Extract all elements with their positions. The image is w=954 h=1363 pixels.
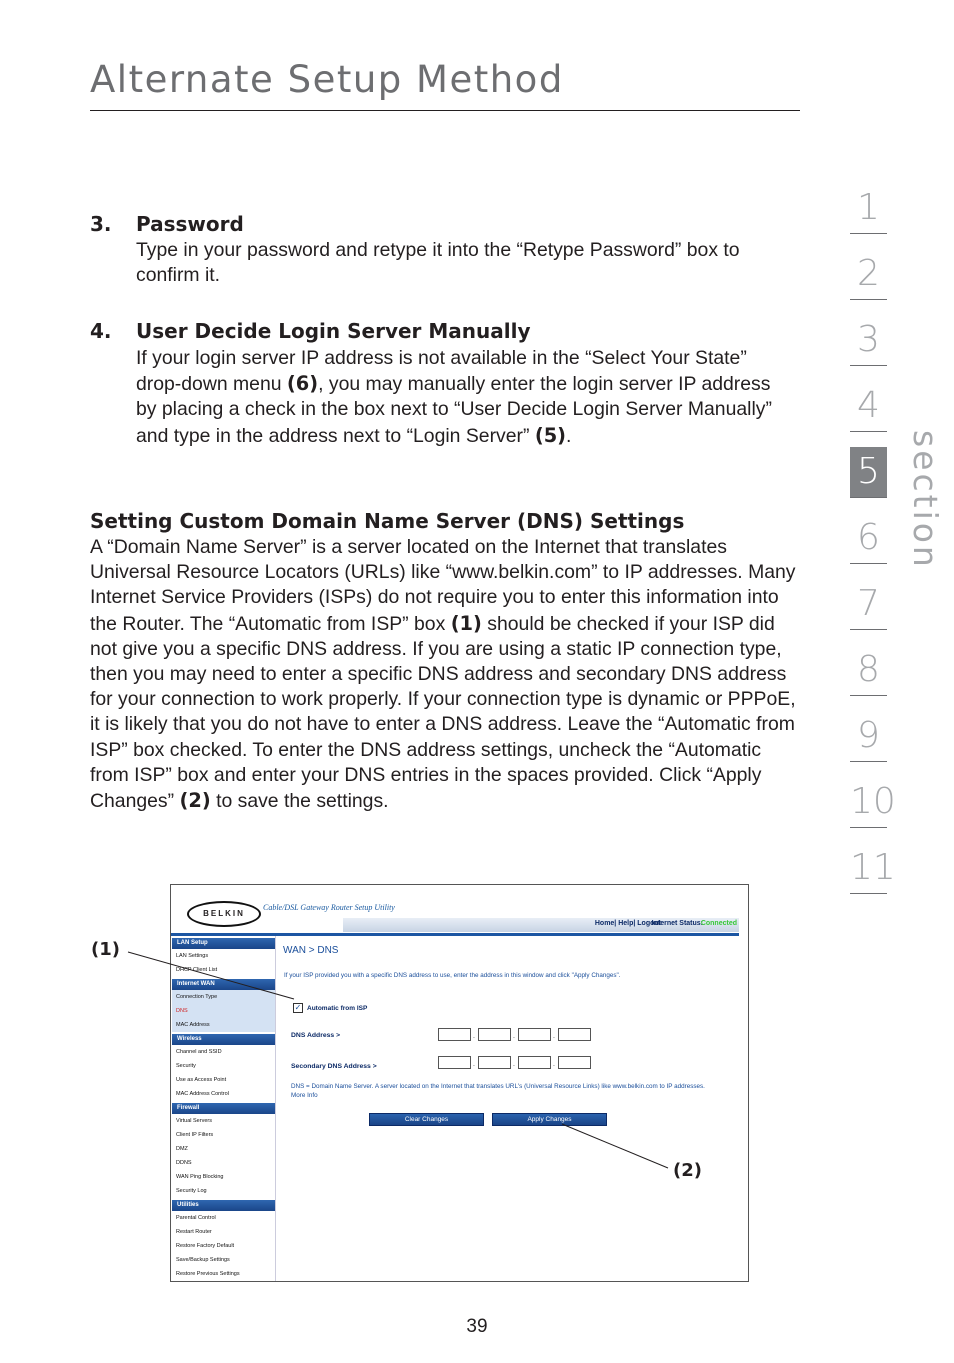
router-screenshot: BELKIN Cable/DSL Gateway Router Setup Utility Home| Help| Logout Internet Status: Connected LAN Setup LAN Settings DHCP Client List Internet WAN Connection Type DNS MAC Address Wireless Channel and SSID Security Use as Access Point MAC Address Control Firewall Virtual Servers Client IP Filters DMZ DDNS WAN Ping Blocking Security Log Utilities Parental Control Restart Router Restore Factory Default Save/Backup Settings Restore Previous Settings WAN > DNS If your ISP provided you with a specific DNS address to use, enter the address in this window and click "Apply Changes". ✓ Automatic from ISP DNS Address > . . . Secondary DNS Address > . . . DNS = Domain Name Server. A server located on the Internet that translates URL's (Universal Resource Links) like www.belkin.com to IP addresses. More Info Clear Changes Apply Changes bbox=[170, 884, 749, 1282]
ref-1: (1) bbox=[450, 611, 482, 635]
sidebar-group-header: Firewall bbox=[172, 1103, 275, 1114]
step-4-number: 4. bbox=[90, 319, 112, 343]
page-number: 39 bbox=[466, 1316, 488, 1337]
sidebar-item[interactable]: Security Log bbox=[176, 1188, 207, 1194]
section-number-7[interactable]: 7 bbox=[857, 583, 880, 624]
dns-footnote: DNS = Domain Name Server. A server located on the Internet that translates URL's (Universal Resource Links) like www.belkin.com to IP addresses. More Info bbox=[291, 1083, 705, 1099]
step-4-heading: User Decide Login Server Manually bbox=[136, 319, 531, 343]
section-number-5[interactable]: 5 bbox=[850, 447, 887, 497]
sidebar-item[interactable]: Channel and SSID bbox=[176, 1049, 222, 1055]
ref-6: (6) bbox=[286, 372, 319, 396]
sidebar-item[interactable]: Use as Access Point bbox=[176, 1077, 227, 1083]
sidebar-item[interactable]: WAN Ping Blocking bbox=[176, 1174, 224, 1180]
automatic-from-isp-checkbox[interactable]: ✓ bbox=[294, 1003, 302, 1012]
step-4-text-b: , you may manually enter the login server IP address by placing a check in the box next to “User Decide Login Server Manually” and type in the address next to “Login Server” bbox=[136, 373, 772, 447]
dns-intro: If your ISP provided you with a specific DNS address to use, enter the address in this window and click "Apply Changes". bbox=[284, 972, 621, 979]
automatic-from-isp-label: Automatic from ISP bbox=[307, 1005, 368, 1012]
dns-text-c: to save the settings. bbox=[210, 790, 389, 813]
ref-5: (5) bbox=[534, 423, 567, 447]
sidebar-item[interactable]: LAN Settings bbox=[176, 953, 209, 959]
sidebar-item[interactable]: Restore Factory Default bbox=[176, 1243, 235, 1249]
top-links[interactable]: Home| Help| Logout bbox=[594, 920, 661, 927]
secondary-dns-label: Secondary DNS Address > bbox=[291, 1063, 377, 1070]
dns-text-a: A “Domain Name Server” is a server located on the Internet that translates Universal Resource Locators (URLs) like “www.belkin.com” to IP addresses. Many Internet Service Providers (ISPs) do not require you to enter this information into the Router. The “Automatic from ISP” box bbox=[90, 536, 796, 635]
section-number-8[interactable]: 8 bbox=[857, 649, 880, 690]
step-3-heading: Password bbox=[136, 212, 244, 236]
callout-1: (1) bbox=[91, 939, 120, 960]
callout-line-2 bbox=[562, 1124, 668, 1168]
step-3-number: 3. bbox=[90, 212, 112, 236]
sidebar-item[interactable]: DNS bbox=[172, 1004, 275, 1018]
step-4-text-c: . bbox=[566, 424, 572, 447]
step-3-text: Type in your password and retype it into the “Retype Password” box to confirm it. bbox=[136, 239, 740, 287]
internet-status-label: Internet Status: bbox=[651, 920, 703, 927]
section-label: section bbox=[906, 430, 945, 570]
section-number-2[interactable]: 2 bbox=[857, 253, 880, 294]
section-number-6[interactable]: 6 bbox=[857, 517, 880, 558]
clear-changes-button[interactable]: Clear Changes bbox=[369, 1113, 484, 1126]
sidebar-item[interactable]: DHCP Client List bbox=[176, 967, 218, 973]
ref-2: (2) bbox=[179, 789, 211, 813]
dns-text-b: should be checked if your ISP did not give you a specific DNS address. If you are using a static IP connection type, then you may need to enter a specific DNS address and secondary DNS address for your connection to work properly. If your connection type is dynamic or PPPoE, it is likely that you do not have to enter a DNS address. Leave the “Automatic from ISP” box checked. To enter the DNS address settings, uncheck the “Automatic from ISP” box and enter your DNS entries in the spaces provided. Click “Apply Changes” bbox=[90, 612, 796, 813]
sidebar-group-header: Internet WAN bbox=[172, 979, 275, 990]
sidebar-group-header: Utilities bbox=[172, 1200, 275, 1211]
sidebar-item[interactable]: Parental Control bbox=[176, 1215, 216, 1221]
callout-line-1 bbox=[128, 952, 294, 999]
section-number-4[interactable]: 4 bbox=[857, 385, 880, 426]
sidebar-group-header: LAN Setup bbox=[172, 938, 275, 949]
sidebar-item[interactable]: Connection Type bbox=[172, 990, 275, 1004]
sidebar-item[interactable]: MAC Address Control bbox=[176, 1091, 229, 1097]
section-number-1[interactable]: 1 bbox=[857, 187, 880, 228]
section-number-3[interactable]: 3 bbox=[857, 319, 880, 360]
section-number-9[interactable]: 9 bbox=[857, 715, 880, 756]
sidebar-item[interactable]: Restore Previous Settings bbox=[176, 1271, 240, 1277]
apply-changes-button[interactable]: Apply Changes bbox=[492, 1113, 607, 1126]
sidebar-item[interactable]: Virtual Servers bbox=[176, 1118, 212, 1124]
belkin-logo: BELKIN bbox=[187, 901, 261, 927]
sidebar-item[interactable]: Restart Router bbox=[176, 1229, 212, 1235]
sidebar-item[interactable]: DDNS bbox=[176, 1160, 192, 1166]
callout-2: (2) bbox=[673, 1160, 702, 1181]
sidebar-group-header: Wireless bbox=[172, 1034, 275, 1045]
sidebar-item[interactable]: Save/Backup Settings bbox=[176, 1257, 230, 1263]
wan-dns-heading: WAN > DNS bbox=[283, 945, 339, 956]
sidebar-item[interactable]: Security bbox=[176, 1063, 196, 1069]
page-title: Alternate Setup Method bbox=[90, 58, 564, 101]
dns-address-label: DNS Address > bbox=[291, 1032, 341, 1039]
sidebar-item[interactable]: DMZ bbox=[176, 1146, 188, 1152]
sidebar-item[interactable]: MAC Address bbox=[172, 1018, 275, 1032]
dns-section-heading: Setting Custom Domain Name Server (DNS) Settings bbox=[90, 509, 685, 533]
section-number-10[interactable]: 10 bbox=[850, 781, 896, 822]
section-number-11[interactable]: 11 bbox=[850, 847, 896, 888]
internet-status-value: Connected bbox=[700, 920, 737, 927]
step-4-text-a: If your login server IP address is not available in the “Select Your State” drop-down menu bbox=[136, 347, 747, 396]
utility-title: Cable/DSL Gateway Router Setup Utility bbox=[263, 903, 395, 912]
sidebar-item[interactable]: Client IP Filters bbox=[176, 1132, 214, 1138]
